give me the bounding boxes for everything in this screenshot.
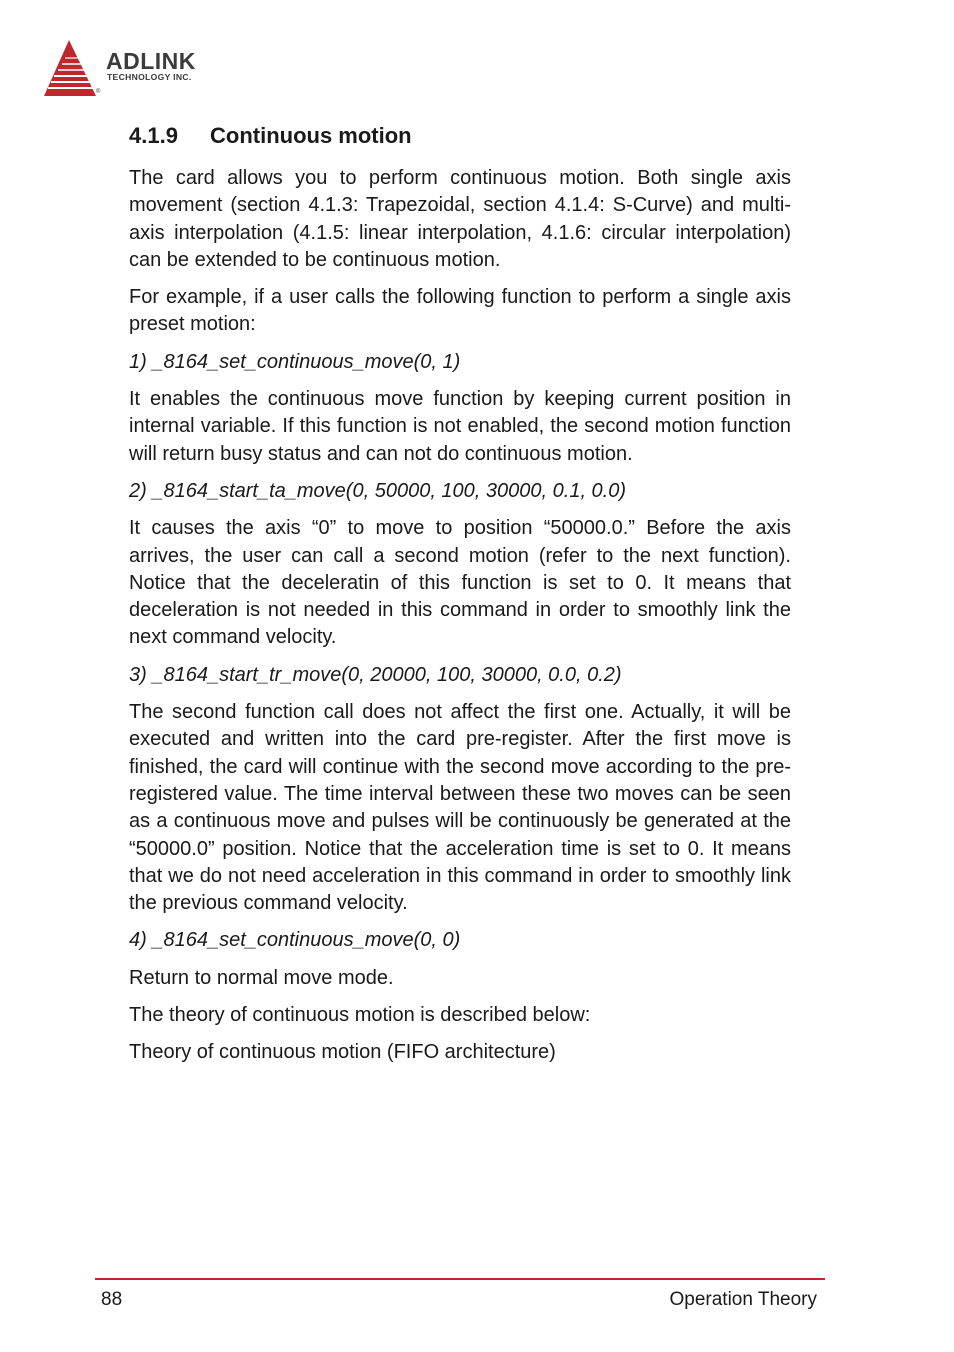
- step-2-description: It causes the axis “0” to move to position “50000.0.” Before the axis arrives, the user can call a second motion (refer to the next function). Notice that the deceleratin of this function is set to 0. It means that deceleration is not needed in this command in order to smoothly link the next command velocity.: [129, 517, 791, 649]
- theory-intro: The theory of continuous motion is described below:: [129, 1004, 591, 1027]
- page-content: [129, 120, 791, 1077]
- code-step-2: 2) _8164_start_ta_move(0, 50000, 100, 30000, 0.1, 0.0): [129, 479, 627, 502]
- section-number: 4.1.9: [129, 123, 178, 148]
- logo-tagline: TECHNOLOGY INC.: [107, 72, 192, 82]
- intro-paragraph: The card allows you to perform continuous motion. Both single axis movement (section 4.1.3: Trapezoidal, section 4.1.4: S-Curve) and multi-axis interpolation (4.1.5: linear interpolation, 4.1.6: circular interpolation) can be extended to be continuous motion.: [129, 167, 791, 271]
- example-paragraph: For example, if a user calls the following function to perform a single axis preset motion:: [129, 286, 791, 336]
- logo-registered-mark: ®: [96, 89, 101, 95]
- section-title: Continuous motion: [210, 123, 412, 148]
- adlink-logo: [42, 38, 242, 100]
- chapter-title: Operation Theory: [669, 1289, 817, 1310]
- theory-caption: Theory of continuous motion (FIFO architecture): [129, 1041, 556, 1064]
- step-1-description: It enables the continuous move function by keeping current position in internal variable. If this function is not enabled, the second motion function will return busy status and can not do continuous motion.: [129, 388, 791, 465]
- code-step-1: 1) _8164_set_continuous_move(0, 1): [129, 350, 461, 373]
- adlink-triangle-logo-icon: [42, 38, 102, 100]
- code-step-3: 3) _8164_start_tr_move(0, 20000, 100, 30000, 0.0, 0.2): [129, 663, 622, 686]
- footer-rule: [95, 1278, 825, 1280]
- section-heading: [129, 120, 791, 152]
- step-4-description: Return to normal move mode.: [129, 966, 394, 989]
- page-number: 88: [101, 1289, 123, 1310]
- code-step-4: 4) _8164_set_continuous_move(0, 0): [129, 929, 461, 952]
- step-3-description: The second function call does not affect the first one. Actually, it will be executed and written into the card pre-register. After the first move is finished, the card will continue with the second move according to the pre-registered value. The time interval between these two moves can be seen as a continuous move and pulses will be continuously be generated at the “50000.0” position. Notice that the acceleration time is set to 0. It means that we do not need acceleration in this command in order to smoothly link the previous command velocity.: [129, 701, 791, 915]
- logo-wordmark: ADLINK: [106, 48, 196, 74]
